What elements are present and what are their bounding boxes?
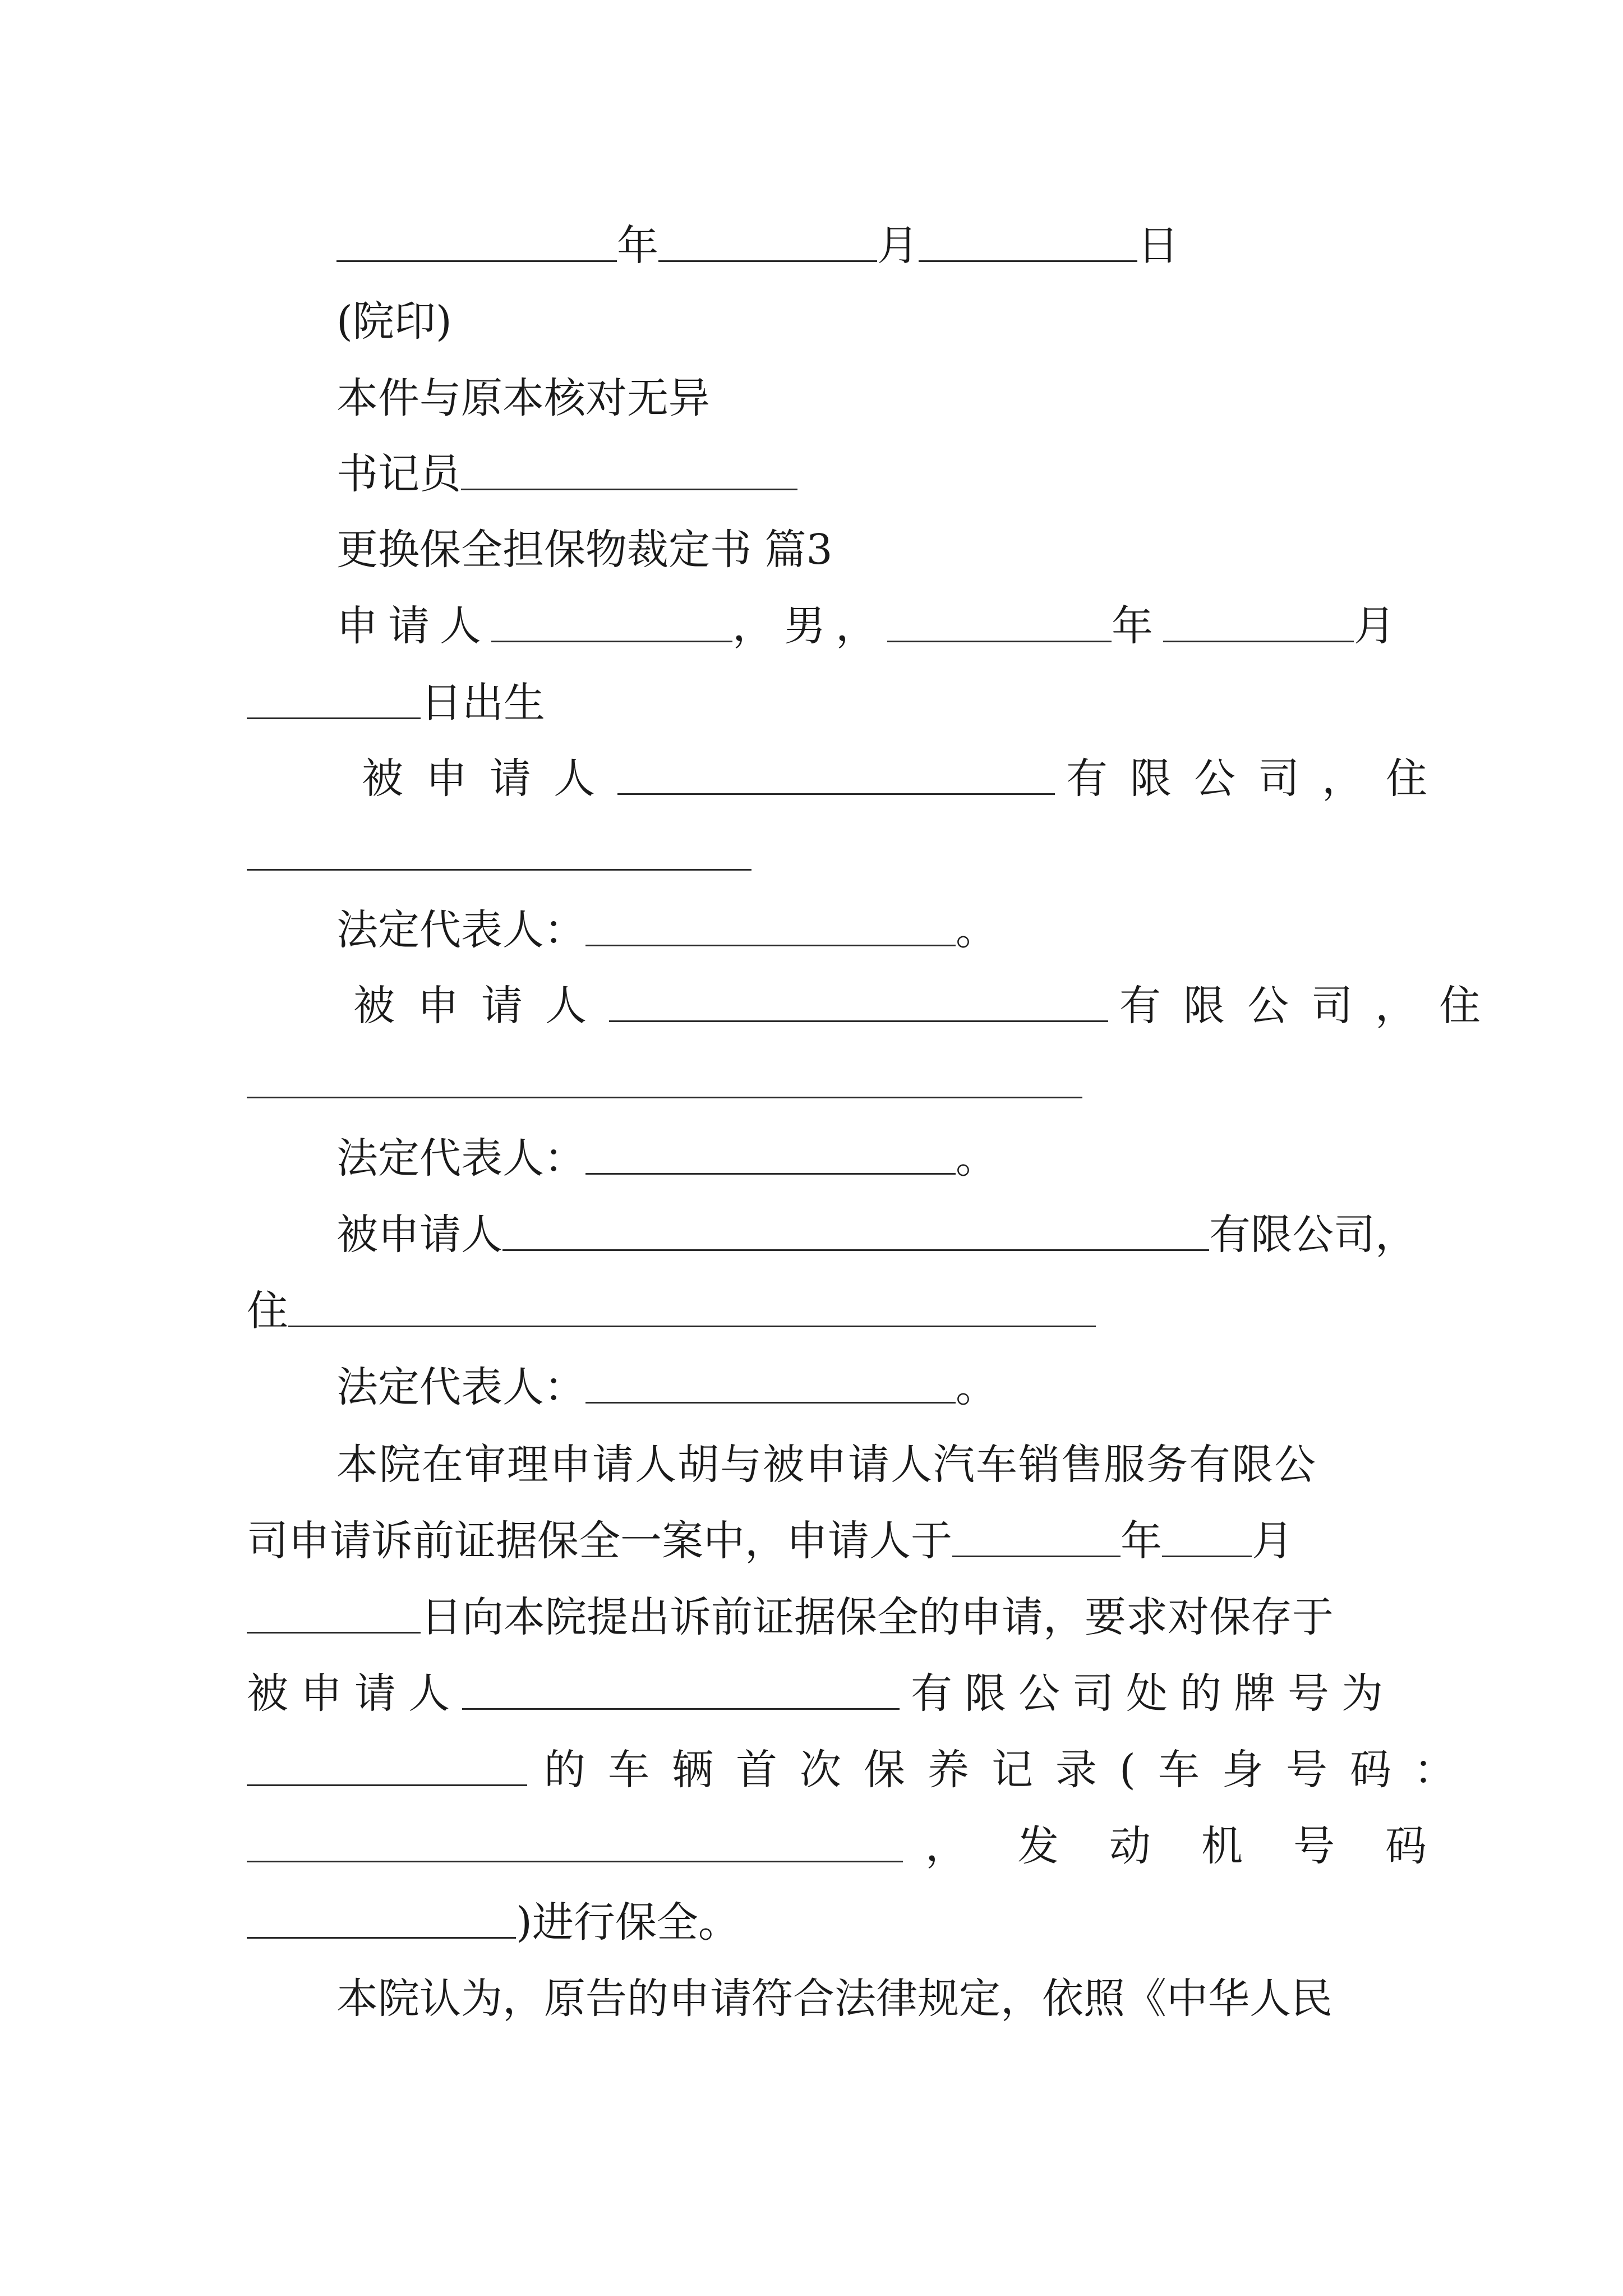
respondent-1-rep-line	[336, 889, 997, 954]
body-text: ，发动机号码	[925, 1822, 1477, 1870]
body-text: 的车辆首次保养记录(车身号码：	[544, 1746, 1478, 1794]
clerk-line	[336, 433, 797, 498]
respondent-2-company: 有限公司，住	[1119, 982, 1503, 1030]
applicant-year-blank	[887, 601, 1112, 642]
respondent-1-company: 有限公司，住	[1066, 754, 1450, 803]
respondent-3-rep-line	[336, 1346, 997, 1411]
respondent-2-rep-line	[336, 1117, 997, 1182]
applicant-year-label: 年	[1112, 602, 1163, 650]
respondent-1-address-blank	[247, 830, 751, 871]
body-p1-line-2	[247, 1500, 1293, 1565]
respondent-3-company: 有限公司，	[1209, 1211, 1417, 1259]
heading-line	[336, 509, 833, 574]
respondent-1-rep-end: 。	[956, 906, 997, 954]
body-p1-line-7	[247, 1881, 740, 1947]
respondent-3-line	[336, 1194, 1417, 1259]
body-p1-line-5	[247, 1729, 1478, 1794]
applicant-line	[336, 585, 1405, 650]
applicant-month-blank	[1163, 601, 1354, 642]
court-seal: (院印)	[336, 297, 452, 346]
respondent-1-rep-label: 法定代表人：	[336, 906, 585, 954]
respondent-2-rep-label: 法定代表人：	[336, 1134, 585, 1182]
respondent-2-name-blank	[609, 981, 1108, 1022]
respondent-2-rep-end: 。	[956, 1134, 997, 1182]
date-line	[336, 205, 1179, 270]
plate-number-blank	[247, 1745, 527, 1786]
body-p1-line-1	[336, 1424, 1317, 1489]
respondent-3-rep-blank	[585, 1363, 956, 1404]
respondent-1-address-line	[247, 813, 751, 875]
body-text: 日向本院提出诉前证据保全的申请，要求对保存于	[421, 1593, 1334, 1641]
vin-blank	[247, 1821, 903, 1862]
request-year-blank	[952, 1516, 1121, 1557]
body-p1-line-6	[247, 1805, 1477, 1870]
body-p1-line-3	[247, 1576, 1334, 1641]
day-blank	[919, 221, 1137, 262]
body-p2-line-1	[336, 1958, 1332, 2023]
respondent-1-line	[362, 738, 1450, 803]
respondent-1-name-blank	[617, 754, 1055, 795]
applicant-born: 日出生	[421, 679, 545, 727]
respondent-3-name-blank	[502, 1210, 1209, 1251]
body-text: 本院认为，原告的申请符合法律规定，依照《中华人民	[336, 1975, 1332, 2023]
respondent-ref-blank	[462, 1669, 900, 1710]
respondent-2-rep-blank	[585, 1134, 956, 1175]
body-text: )进行保全。	[516, 1898, 740, 1947]
year-blank	[336, 221, 617, 262]
body-p1-line-4	[247, 1653, 1395, 1718]
clerk-label: 书记员	[336, 450, 461, 498]
day-label: 日	[1137, 222, 1179, 270]
respondent-3-address-blank	[288, 1286, 1096, 1327]
respondent-3-address-label: 住	[247, 1287, 288, 1335]
verified-line	[336, 357, 710, 422]
respondent-1-rep-blank	[585, 905, 956, 946]
document-heading: 更换保全担保物裁定书 篇3	[336, 526, 833, 574]
year-label: 年	[617, 222, 658, 270]
body-text: 被申请人	[247, 1669, 462, 1718]
respondent-3-rep-end: 。	[956, 1363, 997, 1411]
respondent-1-label: 被申请人	[362, 754, 617, 803]
body-text: 司申请诉前证据保全一案中，申请人于	[247, 1517, 952, 1565]
respondent-3-address-line	[247, 1270, 1096, 1335]
request-month-blank	[1162, 1516, 1252, 1557]
respondent-2-address-line	[247, 1041, 1082, 1103]
request-month-label: 月	[1252, 1517, 1293, 1565]
seal-line	[336, 280, 452, 346]
engine-number-blank	[247, 1898, 516, 1939]
request-year-label: 年	[1121, 1517, 1162, 1565]
month-blank	[658, 221, 877, 262]
respondent-2-label: 被申请人	[353, 982, 609, 1030]
body-text: 本院在审理申请人胡与被申请人汽车销售服务有限公	[336, 1441, 1317, 1489]
applicant-month-label: 月	[1354, 602, 1405, 650]
respondent-2-address-blank	[247, 1057, 1082, 1098]
respondent-3-rep-label: 法定代表人：	[336, 1363, 585, 1411]
month-label: 月	[877, 222, 919, 270]
respondent-3-label: 被申请人	[336, 1211, 502, 1259]
applicant-gender: ，男，	[732, 602, 887, 650]
verified-note: 本件与原本核对无异	[336, 374, 710, 422]
clerk-blank	[461, 449, 797, 490]
body-text: 有限公司处的牌号为	[911, 1669, 1395, 1718]
applicant-name-blank	[491, 601, 732, 642]
applicant-line-2	[247, 662, 545, 727]
applicant-label: 申请人	[336, 602, 491, 650]
respondent-2-line	[353, 965, 1503, 1030]
applicant-day-blank	[247, 678, 421, 719]
request-day-blank	[247, 1593, 421, 1634]
